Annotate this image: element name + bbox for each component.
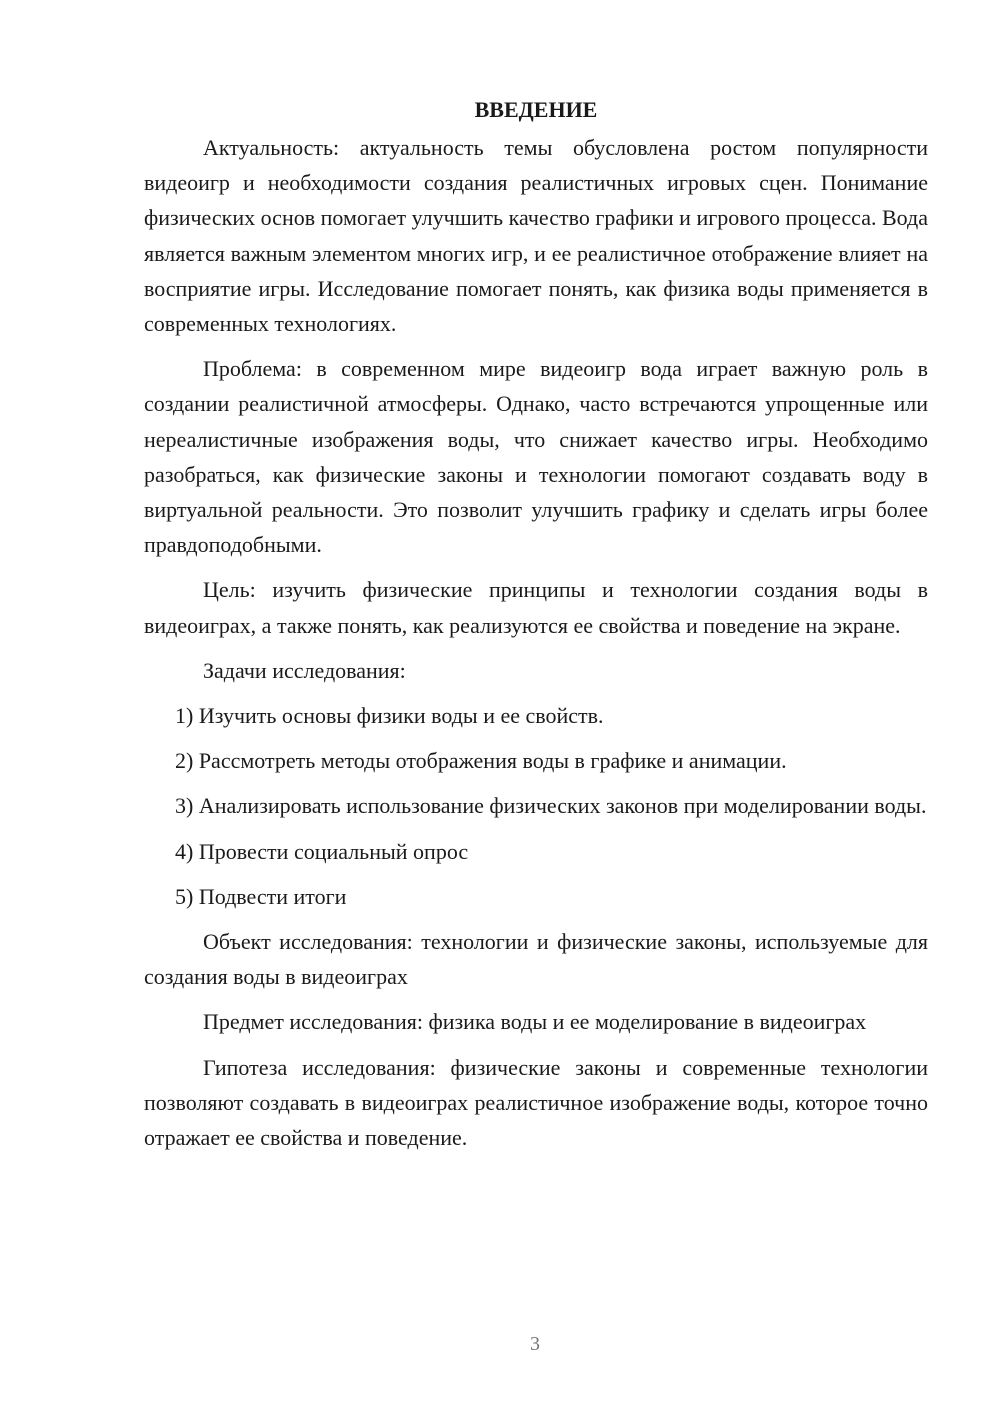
task-item: 1) Изучить основы физики воды и ее свойств.	[175, 703, 604, 729]
task-item: 3) Анализировать использование физических законов при моделировании воды.	[175, 793, 927, 819]
paragraph-tasks-heading: Задачи исследования:	[203, 657, 406, 683]
page-title: ВВЕДЕНИЕ	[474, 97, 598, 122]
paragraph-problem: Проблема: в современном мире видеоигр вода играет важную роль в создании реалистичной атмосферы. Однако, часто встречаются упрощенные или нереалистичные изображения воды, что снижает качество игры. Необходимо разобраться, как физические законы и технологии помогают создавать воду в виртуальной реальности. Это позволит улучшить графику и сделать игры более правдоподобными.	[144, 356, 928, 558]
task-item: 2) Рассмотреть методы отображения воды в графике и анимации.	[175, 748, 787, 774]
task-item: 5) Подвести итоги	[175, 883, 347, 909]
document-page	[144, 90, 928, 1165]
paragraph-hypothesis: Гипотеза исследования: физические законы и современные технологии позволяют создавать в видеоиграх реалистичное изображение воды, которое точно отражает ее свойства и поведение.	[144, 1054, 928, 1151]
paragraph-goal: Цель: изучить физические принципы и технологии создания воды в видеоиграх, а также понять, как реализуются ее свойства и поведение на экране.	[144, 577, 928, 638]
paragraph-subject: Предмет исследования: физика воды и ее моделирование в видеоиграх	[203, 1009, 867, 1035]
paragraph-relevance: Актуальность: актуальность темы обусловлена ростом популярности видеоигр и необходимости создания реалистичных игровых сцен. Понимание физических основ помогает улучшить качество графики и игрового процесса. Вода является важным элементом многих игр, и ее реалистичное отображение влияет на восприятие игры. Исследование помогает понять, как физика воды применяется в современных технологиях.	[144, 135, 928, 337]
page-number: 3	[530, 1333, 540, 1355]
task-item: 4) Провести социальный опрос	[175, 838, 469, 864]
paragraph-object: Объект исследования: технологии и физические законы, используемые для создания воды в видеоиграх	[144, 929, 928, 990]
